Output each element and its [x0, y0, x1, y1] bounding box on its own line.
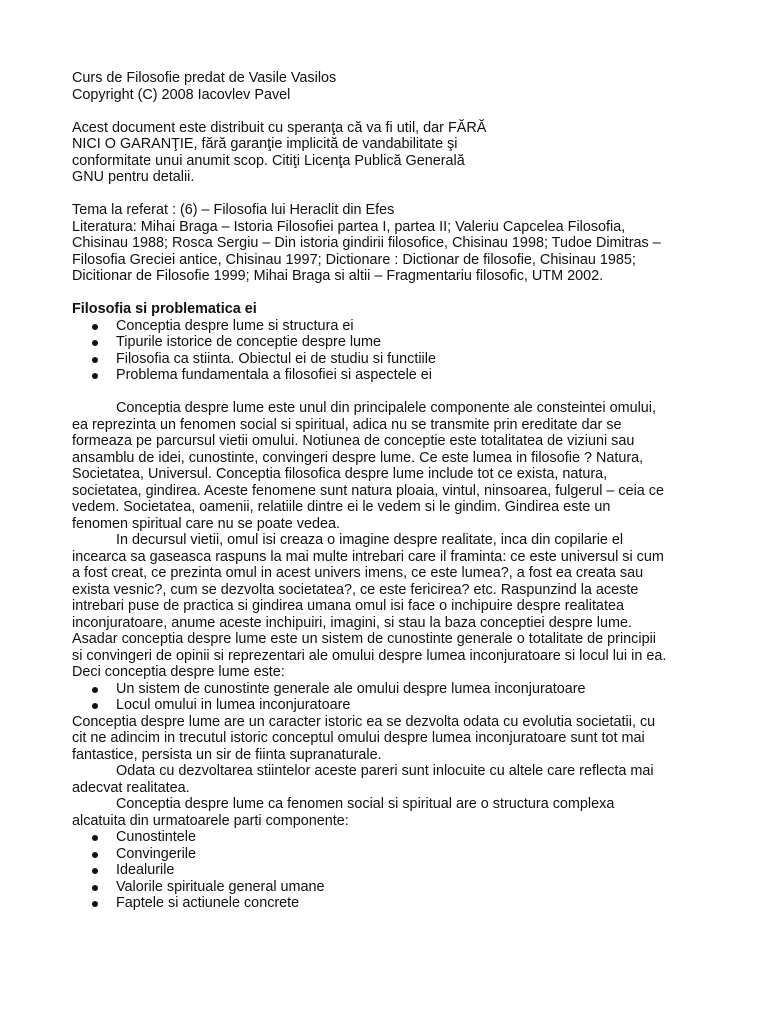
license-line: Acest document este distribuit cu speranţa că va fi util, dar FĂRĂ: [72, 119, 487, 136]
paragraph-line: vedem. Societatea, oamenii, relatiile dintre ei le vedem si le gindim. Gindirea este un: [72, 499, 611, 515]
license-line: GNU pentru detalii.: [72, 169, 195, 185]
bullet-icon: [92, 373, 98, 379]
list-item: [72, 697, 712, 714]
paragraph-line: intrebari puse de practica si gindirea umana omul isi face o inchipuire despre realitatea: [72, 598, 624, 614]
paragraph-line: Societatea, Universul. Conceptia filosofica despre lume include tot ce exista, natura,: [72, 466, 608, 482]
bullet-icon: [92, 357, 98, 363]
paragraph-line: fenomen spiritual care nu se poate vedea.: [72, 515, 340, 532]
bullet-icon: [92, 835, 98, 841]
list-item-text: Problema fundamentala a filosofiei si aspectele ei: [116, 367, 432, 383]
outline-list: [72, 318, 712, 384]
list-item: [72, 318, 712, 335]
paragraph-line: Asadar conceptia despre lume este un sistem de cunostinte generale o totalitate de principii: [72, 631, 656, 647]
list-item: [72, 846, 712, 863]
paragraph-line: a fost creat, ce prezinta omul in acest univers imens, ce este lumea?, a fost ea creata sau: [72, 565, 644, 581]
paragraph-line: inconjuratoare, anume aceste inchipuiri, imagini, si stau la baza conceptiei despre lume.: [72, 614, 632, 631]
paragraph: [72, 763, 712, 796]
spacer: [72, 285, 712, 302]
paragraph-line: Odata cu dezvoltarea stiintelor aceste pareri sunt inlocuite cu altele care reflecta mai: [116, 763, 654, 779]
copyright-line: Copyright (C) 2008 Iacovlev Pavel: [72, 86, 291, 103]
literature-line: Literatura: Mihai Braga – Istoria Filosofiei partea I, partea II; Valeriu Capcelea Filosofia,: [72, 218, 626, 235]
list-item: [72, 334, 712, 351]
bullet-icon: [92, 901, 98, 907]
list-item: [72, 879, 712, 896]
document-header: [72, 70, 712, 103]
paragraph-line: societatea, gindirea. Aceste fenomene sunt natura ploaia, vintul, ninsoarea, fulgerul – ceia ce: [72, 482, 664, 499]
paragraph-line: si convingeri de opinii si reprezentari ale omului despre lumea inconjuratoare si locul lui in ea.: [72, 647, 667, 664]
bullet-icon: [92, 324, 98, 330]
license-notice: [72, 120, 712, 186]
paragraph-line: Conceptia despre lume ca fenomen social si spiritual are o structura complexa: [116, 796, 615, 812]
list-item-text: Conceptia despre lume si structura ei: [116, 317, 354, 334]
paragraph: [72, 714, 712, 764]
paragraph: [72, 796, 712, 829]
literature-line: Chisinau 1988; Rosca Sergiu – Din istoria gindirii filosofice, Chisinau 1998; Tudoe Dimitras –: [72, 235, 661, 251]
paragraph-line: formeaza pe parcursul vietii omului. Notiunea de conceptie este totalitatea de viziuni sau: [72, 433, 635, 449]
bullet-icon: [92, 340, 98, 346]
spacer: [72, 103, 712, 120]
list-item-text: Faptele si actiunele concrete: [116, 895, 300, 911]
paragraph-line: incearca sa gaseasca raspuns la mai multe intrebari care il framinta: ce este universul si cum: [72, 548, 664, 565]
topic-block: [72, 202, 712, 285]
list-item: [72, 681, 712, 698]
list-item: [72, 895, 712, 912]
paragraph-line: Conceptia despre lume are un caracter istoric ea se dezvolta odata cu evolutia societatii, cu: [72, 713, 656, 730]
bullet-icon: [92, 852, 98, 858]
list-item: [72, 862, 712, 879]
paragraph-line: ansamblu de idei, cunostinte, convingeri despre lume. Ce este lumea in filosofie ? Natura,: [72, 449, 644, 466]
spacer: [72, 186, 712, 203]
list-item-text: Valorile spirituale general umane: [116, 878, 325, 895]
section-heading: Filosofia si problematica ei: [72, 301, 257, 317]
course-title: Curs de Filosofie predat de Vasile Vasilos: [72, 70, 337, 86]
components-list: [72, 829, 712, 912]
list-item-text: Idealurile: [116, 862, 175, 878]
list-item: [72, 351, 712, 368]
paragraph-line: adecvat realitatea.: [72, 779, 190, 796]
literature-line: Dicitionar de Filosofie 1999; Mihai Braga si altii – Fragmentariu filosofic, UTM 2002.: [72, 268, 604, 284]
bullet-icon: [92, 868, 98, 874]
literature-line: Filosofia Greciei antice, Chisinau 1997; Dictionare : Dictionar de filosofie, Chisinau 1985;: [72, 251, 636, 268]
paragraph-line: cit ne adincim in trecutul istoric conceptul omului despre lumea inconjuratoare sunt tot mai: [72, 730, 645, 746]
paragraph-line: exista vesnic?, cum se dezvolta societatea?, ce este fericirea? etc. Raspunzind la aceste: [72, 581, 639, 598]
paragraph-line: Deci conceptia despre lume este:: [72, 664, 285, 680]
list-item-text: Filosofia ca stiinta. Obiectul ei de studiu si functiile: [116, 350, 436, 367]
list-item: [72, 829, 712, 846]
paragraph: [72, 532, 712, 681]
list-item-text: Un sistem de cunostinte generale ale omului despre lumea inconjuratoare: [116, 680, 586, 697]
bullet-icon: [92, 703, 98, 709]
bullet-icon: [92, 885, 98, 891]
list-item-text: Tipurile istorice de conceptie despre lume: [116, 334, 382, 350]
list-item-text: Locul omului in lumea inconjuratoare: [116, 697, 351, 713]
paragraph-line: In decursul vietii, omul isi creaza o imagine despre realitate, inca din copilarie el: [116, 532, 624, 548]
license-line: NICI O GARANŢIE, fără garanţie implicită de vandabilitate şi: [72, 136, 458, 152]
topic-line: Tema la referat : (6) – Filosofia lui Heraclit din Efes: [72, 202, 395, 218]
paragraph-line: fantastice, persista un sir de fiinta supranaturale.: [72, 746, 382, 763]
paragraph: [72, 400, 712, 532]
list-item: [72, 367, 712, 384]
list-item-text: Convingerile: [116, 845, 196, 862]
license-line: conformitate unui anumit scop. Citiţi Licenţa Publică Generală: [72, 152, 465, 169]
paragraph-line: ea reprezinta un fenomen social si spiritual, adica nu se transmite prin ereditate dar se: [72, 416, 622, 433]
spacer: [72, 384, 712, 401]
list-item-text: Cunostintele: [116, 829, 196, 845]
bullet-icon: [92, 687, 98, 693]
paragraph-line: alcatuita din urmatoarele parti componente:: [72, 812, 349, 829]
document-page: [72, 70, 712, 912]
definition-list: [72, 681, 712, 714]
paragraph-line: Conceptia despre lume este unul din principalele componente ale consteintei omului,: [116, 400, 656, 416]
